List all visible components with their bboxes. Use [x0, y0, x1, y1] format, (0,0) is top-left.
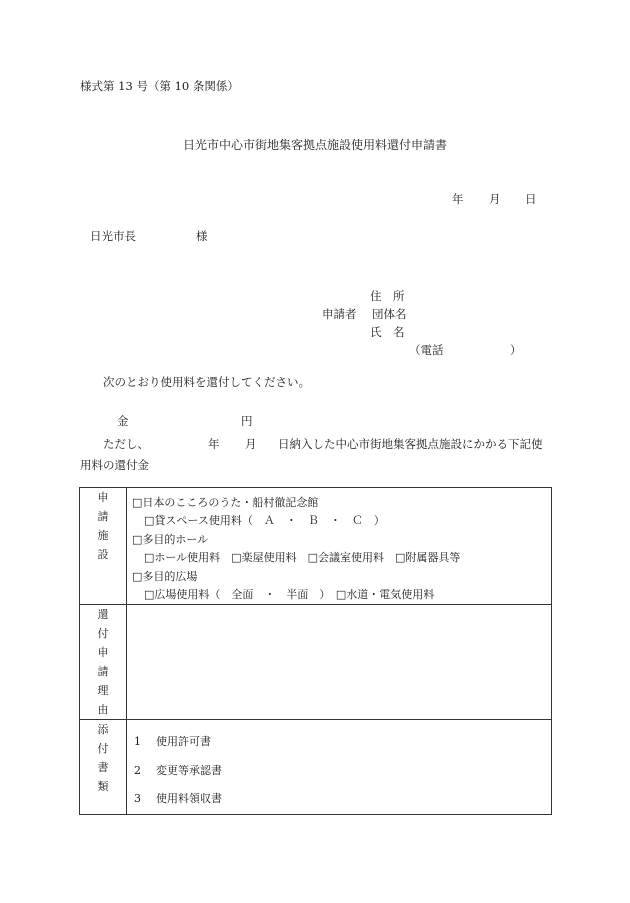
facility-head-char: 請 — [97, 510, 109, 523]
applicant-block — [322, 287, 522, 359]
applicant-phone-row — [322, 341, 522, 359]
attachment-label: 使用許可書 — [156, 735, 211, 749]
attachment-item — [134, 728, 551, 757]
attach-head-char: 書 — [97, 761, 109, 775]
reason-head-char: 申 — [97, 646, 109, 660]
proviso-line1-suffix: 日納入した中心市街地集客拠点施設にかかる下記使 — [278, 437, 543, 451]
attachments-row — [80, 720, 552, 815]
reason-head-char: 還 — [97, 608, 109, 622]
attach-head-char: 付 — [97, 742, 109, 756]
checkbox-rental-space-fee[interactable]: □貸スペース使用料（ Ａ ・ Ｂ ・ Ｃ ） — [144, 514, 385, 528]
checkbox-funamura-museum[interactable]: □日本のこころのうた・船村徹記念館 — [132, 496, 319, 509]
attachment-number: 3 — [134, 792, 141, 806]
reason-head-char: 付 — [97, 627, 109, 641]
attachment-number: 1 — [134, 735, 141, 749]
applicant-address-label: 住 所 — [370, 289, 405, 303]
applicant-group-row — [322, 305, 522, 323]
form-number: 様式第 13 号（第 10 条関係） — [80, 79, 239, 93]
applicant-name-label: 氏 名 — [370, 325, 405, 339]
reason-head-char: 理 — [97, 684, 109, 698]
amount-line — [117, 416, 253, 428]
facility-header — [80, 488, 127, 605]
addressee — [90, 231, 208, 243]
reason-head-char: 請 — [97, 665, 109, 679]
amount-unit: 円 — [241, 414, 253, 428]
applicant-name-row — [322, 323, 522, 341]
checkbox-multipurpose-plaza[interactable]: □多目的広場 — [132, 569, 198, 583]
attachment-number: 2 — [134, 763, 141, 777]
applicant-group-label: 団体名 — [372, 307, 407, 321]
date-year-label: 年 — [452, 192, 464, 206]
proviso-line2: 用料の還付金 — [80, 458, 149, 472]
attach-head-char: 添 — [97, 723, 109, 737]
applicant-address-row — [322, 287, 522, 305]
reason-field[interactable] — [127, 605, 552, 720]
reason-header — [80, 605, 127, 720]
plaza-fee-options[interactable]: □広場使用料（ 全面 ・ 半面 ） □水道・電気使用料 — [144, 588, 435, 602]
reason-head-char: 由 — [97, 703, 109, 717]
facility-head-char: 施 — [97, 529, 109, 542]
attachment-item — [134, 785, 551, 814]
phone-open: （電話 — [409, 343, 444, 357]
attachments-list — [127, 720, 552, 815]
proviso-year: 年 — [208, 437, 220, 451]
facility-head-char: 申 — [97, 491, 109, 504]
addressee-honorific: 様 — [196, 229, 208, 243]
phone-close: ） — [510, 343, 522, 357]
proviso — [80, 434, 560, 476]
amount-label: 金 — [117, 414, 129, 428]
date-line — [452, 194, 537, 206]
facility-head-char: 設 — [97, 548, 109, 561]
date-month-label: 月 — [489, 192, 501, 206]
date-day-label: 日 — [525, 192, 537, 206]
reason-row — [80, 605, 552, 720]
attachment-label: 変更等承認書 — [156, 763, 222, 777]
attachment-item — [134, 757, 551, 786]
attachments-header — [80, 720, 127, 815]
addressee-name: 日光市長 — [90, 229, 136, 243]
applicant-role: 申請者 — [322, 307, 357, 321]
hall-fee-options[interactable]: □ホール使用料 □楽屋使用料 □会議室使用料 □附属器具等 — [144, 551, 461, 565]
proviso-line1 — [80, 434, 560, 455]
proviso-month: 月 — [245, 437, 257, 451]
request-text: 次のとおり使用料を還付してください。 — [103, 375, 310, 389]
application-table — [79, 487, 552, 815]
document-title: 日光市中心市街地集客拠点施設使用料還付申請書 — [182, 138, 447, 152]
attach-head-char: 類 — [97, 780, 109, 794]
checkbox-multipurpose-hall[interactable]: □多目的ホール — [132, 532, 209, 546]
attachment-label: 使用料領収書 — [156, 792, 222, 806]
facility-row — [80, 488, 552, 605]
facility-options — [127, 488, 552, 605]
proviso-prefix: ただし、 — [103, 437, 149, 451]
